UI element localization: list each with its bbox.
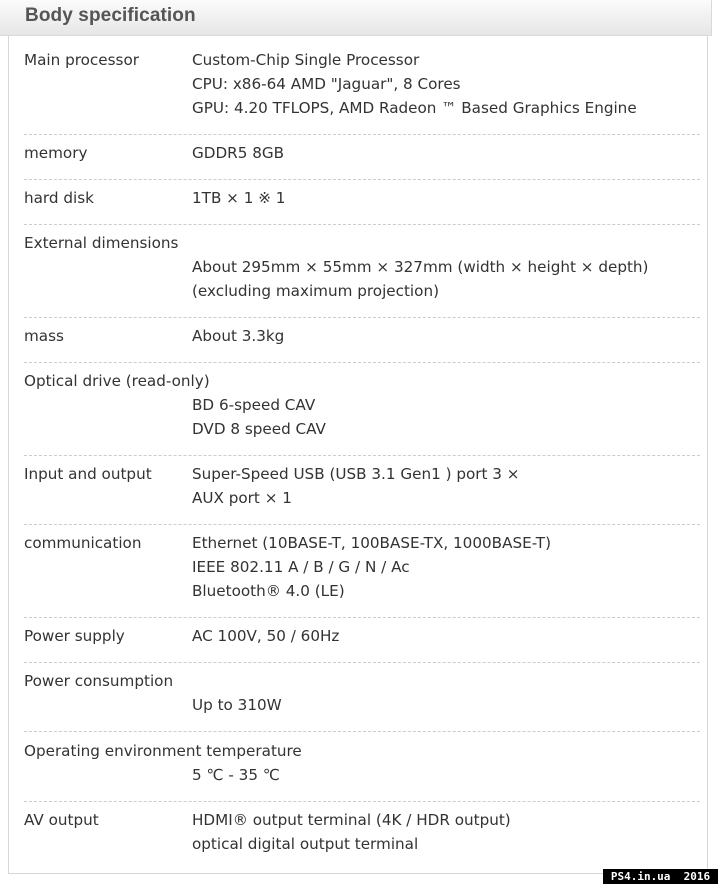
section-title: Body specification xyxy=(25,5,196,26)
spec-value xyxy=(192,48,637,120)
spec-label: memory xyxy=(24,144,88,162)
spec-value-line: Bluetooth® 4.0 (LE) xyxy=(192,582,345,600)
spec-value-line: Super-Speed USB (USB 3.1 Gen1 ) port 3 × xyxy=(192,465,520,483)
spec-label: Input and output xyxy=(24,465,152,483)
spec-value-line: (excluding maximum projection) xyxy=(192,282,439,300)
spec-value-line: GDDR5 8GB xyxy=(192,144,285,162)
spec-value-line: About 295mm × 55mm × 327mm (width × height × depth) xyxy=(192,258,649,276)
spec-value-line: AC 100V, 50 / 60Hz xyxy=(192,627,340,645)
spec-value-line: 1TB × 1 ※ 1 xyxy=(192,189,286,207)
spec-row-hard-disk xyxy=(24,186,700,225)
spec-value-line: Up to 310W xyxy=(192,696,282,714)
spec-row-optical-drive xyxy=(24,369,700,456)
spec-label: External dimensions xyxy=(24,234,179,252)
spec-value xyxy=(192,393,326,441)
spec-value-line: Custom-Chip Single Processor xyxy=(192,51,420,69)
spec-row-operating-temperature xyxy=(24,739,700,802)
spec-row-input-output xyxy=(24,462,700,525)
spec-value-line: AUX port × 1 xyxy=(192,489,292,507)
spec-row-power-consumption xyxy=(24,669,700,732)
spec-row-power-supply xyxy=(24,624,700,663)
spec-value xyxy=(192,324,284,348)
spec-value-line: About 3.3kg xyxy=(192,327,285,345)
spec-label: Operating environment temperature xyxy=(24,742,302,760)
spec-label: Power consumption xyxy=(24,672,174,690)
spec-value-line: HDMI® output terminal (4K / HDR output) xyxy=(192,811,511,829)
spec-value-line: 5 ℃ - 35 ℃ xyxy=(192,766,280,784)
spec-value xyxy=(192,462,520,510)
section-header xyxy=(0,0,712,36)
spec-value xyxy=(192,255,648,303)
spec-row-mass xyxy=(24,324,700,363)
spec-value-line: DVD 8 speed CAV xyxy=(192,420,326,438)
spec-label: Optical drive (read-only) xyxy=(24,372,210,390)
spec-value-line: CPU: x86-64 AMD "Jaguar", 8 Cores xyxy=(192,75,461,93)
spec-label: mass xyxy=(24,327,64,345)
spec-value xyxy=(192,141,284,165)
spec-value-line: IEEE 802.11 A / B / G / N / Ac xyxy=(192,558,410,576)
spec-value xyxy=(192,808,511,856)
spec-value-line: BD 6-speed CAV xyxy=(192,396,316,414)
spec-label: Main processor xyxy=(24,51,139,69)
spec-row-memory xyxy=(24,141,700,180)
spec-value xyxy=(192,624,339,648)
spec-row-main-processor xyxy=(24,48,700,135)
spec-value xyxy=(192,186,285,210)
spec-value-line: Ethernet (10BASE-T, 100BASE-TX, 1000BASE-T) xyxy=(192,534,552,552)
spec-label: AV output xyxy=(24,811,99,829)
spec-value-line: GPU: 4.20 TFLOPS, AMD Radeon ™ Based Graphics Engine xyxy=(192,99,637,117)
spec-label: Power supply xyxy=(24,627,125,645)
spec-row-external-dimensions xyxy=(24,231,700,318)
spec-value xyxy=(192,763,280,787)
spec-label: hard disk xyxy=(24,189,94,207)
spec-value xyxy=(192,693,282,717)
spec-value-line: optical digital output terminal xyxy=(192,835,419,853)
spec-value xyxy=(192,531,551,603)
watermark: PS4.in.ua 2016 xyxy=(603,869,718,884)
spec-row-communication xyxy=(24,531,700,618)
spec-table xyxy=(8,36,708,874)
spec-row-av-output xyxy=(24,808,700,864)
spec-label: communication xyxy=(24,534,142,552)
